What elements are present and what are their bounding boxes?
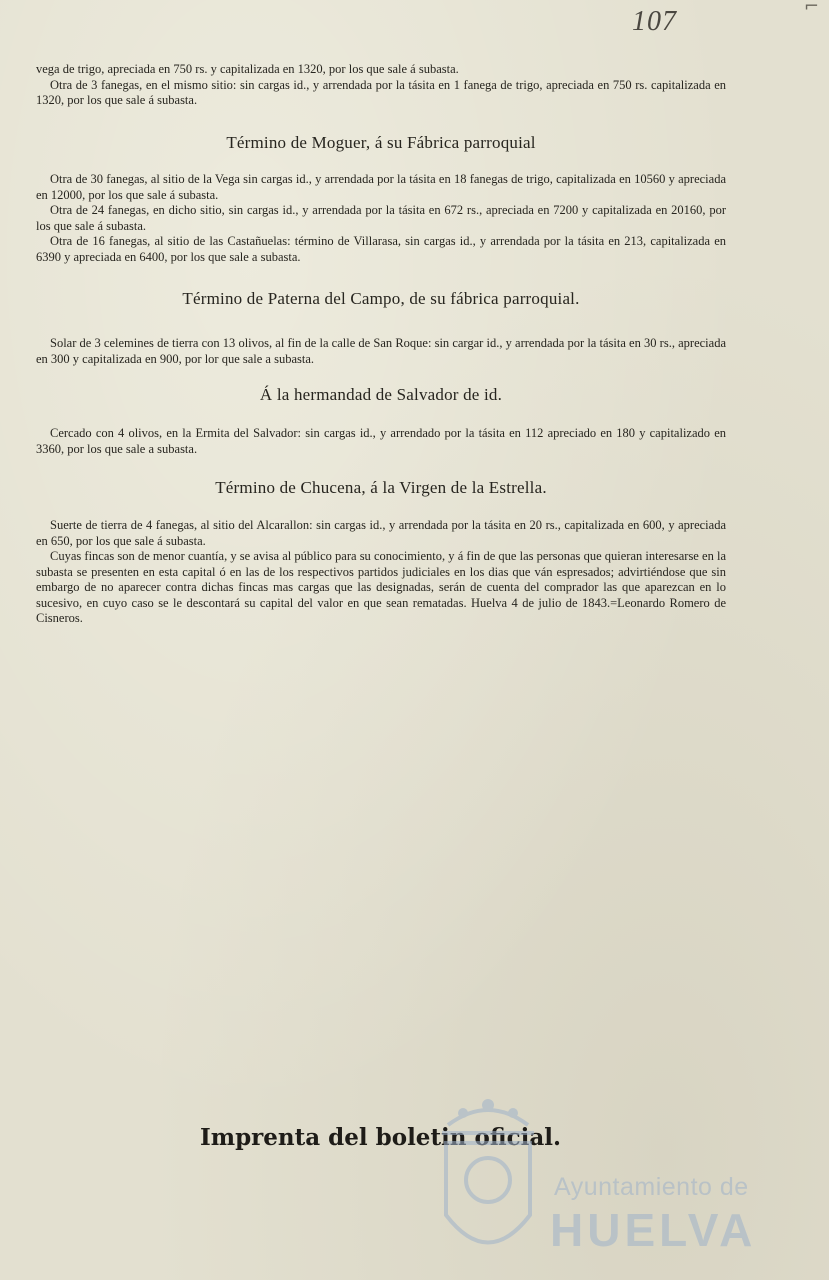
moguer-block: [36, 172, 726, 265]
moguer-paragraph-1: Otra de 30 fanegas, al sitio de la Vega sin cargas id., y arrendada por la tásita en 18 fanegas de trigo, capitalizada en 10560 y apreciada en 12000, por los que sale á subasta.: [36, 172, 726, 202]
intro-paragraph-1: vega de trigo, apreciada en 750 rs. y capitalizada en 1320, por los que sale á subasta.: [36, 62, 459, 76]
folio-number: 107: [632, 6, 677, 37]
salvador-paragraph-1: Cercado con 4 olivos, en la Ermita del Salvador: sin cargas id., y arrendado por la tásita en 112 apreciado en 180 y capitalizado en 3360, por los que sale a subasta.: [36, 426, 726, 456]
heading-moguer: Término de Moguer, á su Fábrica parroquial: [226, 133, 536, 152]
chucena-block: [36, 518, 726, 627]
salvador-block: [36, 426, 726, 457]
archive-watermark: [428, 1085, 758, 1275]
moguer-paragraph-2: Otra de 24 fanegas, en dicho sitio, sin cargas id., y arrendada por la tásita en 672 rs., apreciada en 7200 y capitalizada en 20160, por los que sale á subasta.: [36, 203, 726, 233]
paterna-block: [36, 336, 726, 367]
chucena-paragraph-2: Cuyas fincas son de menor cuantía, y se avisa al público para su conocimiento, y á fin de que las personas que quieran interesarse en la subasta se presenten en esta capital ó en las de los respectivos partidos judiciales en los dias que ván espresados; advirtiéndose que sin embargo de no aparecer contra dichas fincas mas cargas que las designadas, serán de cuenta del comprador las que aparezcan en lo sucesivo, en cuyo caso se le descontará su capital del valor en que sean rematadas. Huelva 4 de julio de 1843.=Leonardo Romero de Cisneros.: [36, 549, 726, 625]
moguer-paragraph-3: Otra de 16 fanegas, al sitio de las Castañuelas: término de Villarasa, sin cargas id., y arrendada por la tásita en 213, capitalizada en 6390 y apreciada en 6400, por los que sale a subasta.: [36, 234, 726, 264]
imprint-line: Imprenta del boletin oficial.: [200, 1124, 561, 1151]
heading-paterna: Término de Paterna del Campo, de su fábrica parroquial.: [182, 289, 580, 308]
heading-chucena: Término de Chucena, á la Virgen de la Estrella.: [215, 478, 547, 497]
chucena-paragraph-1: Suerte de tierra de 4 fanegas, al sitio del Alcarallon: sin cargas id., y arrendada por la tásita en 20 rs., capitalizada en 600, y apreciada en 650, por los que sale á subasta.: [36, 518, 726, 548]
intro-paragraph-2: Otra de 3 fanegas, en el mismo sitio: sin cargas id., y arrendada por la tásita en 1 fanega de trigo, apreciada en 750 rs. capitalizada en 1320, por los que sale á subasta.: [36, 77, 726, 107]
heading-salvador: Á la hermandad de Salvador de id.: [259, 385, 503, 404]
corner-mark: ⌐: [803, 0, 819, 17]
coat-of-arms-icon: [428, 1085, 548, 1275]
watermark-line-2: HUELVA: [550, 1204, 757, 1256]
paterna-paragraph-1: Solar de 3 celemines de tierra con 13 olivos, al fin de la calle de San Roque: sin cargar id., y arrendada por la tásita en 30 rs., apreciada en 300 y capitalizada en 900, por lor que sale a subasta.: [36, 336, 726, 366]
intro-block: [36, 62, 726, 109]
watermark-line-1: Ayuntamiento de: [554, 1173, 749, 1201]
